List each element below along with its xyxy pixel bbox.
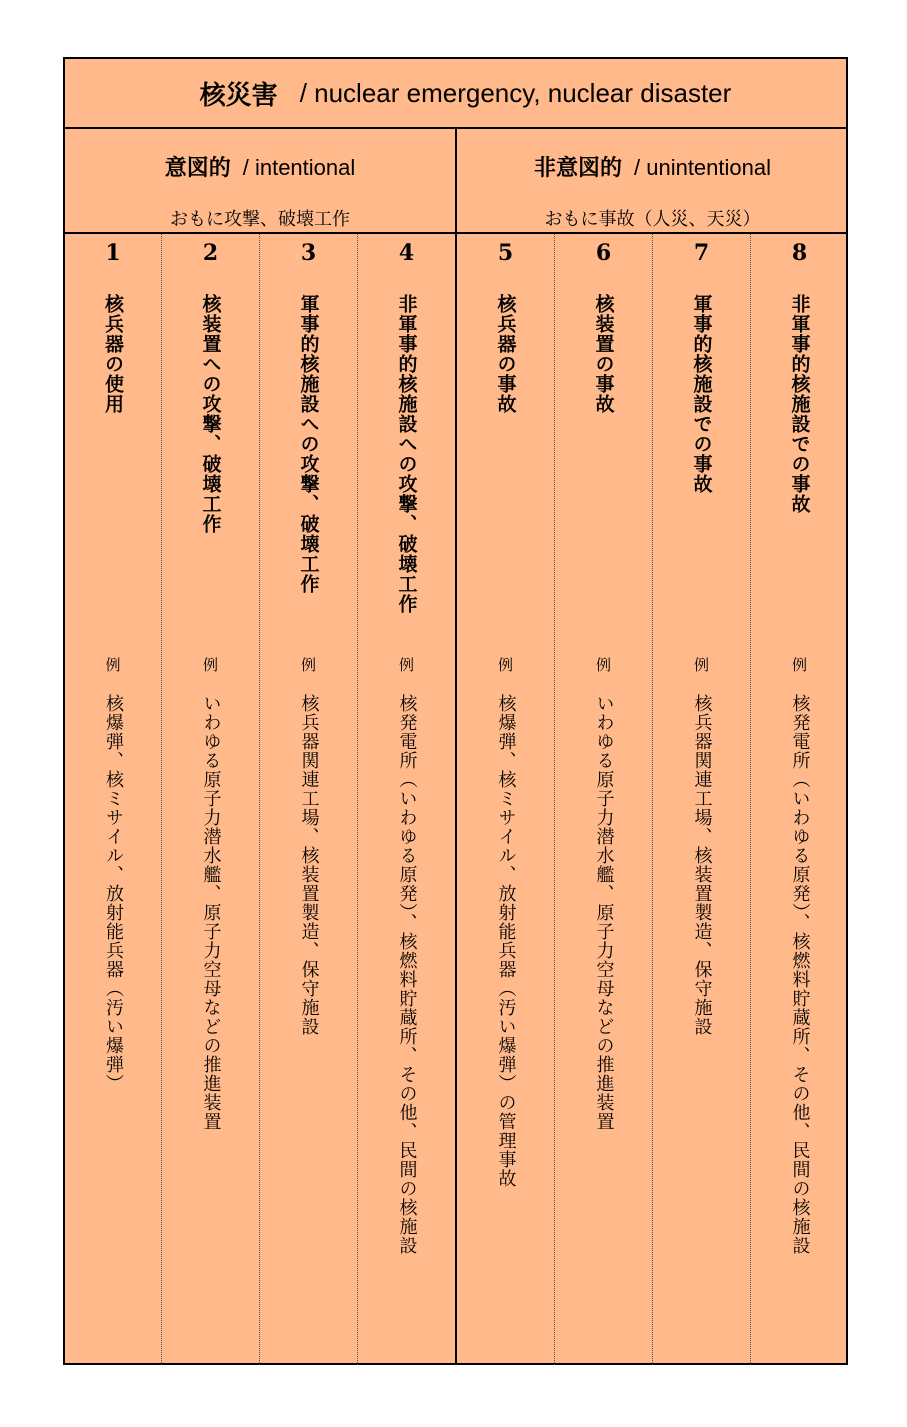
column-category: 軍事的核施設への攻撃、破壊工作 [297,294,320,594]
column-5 [457,234,555,1365]
column-6 [555,234,653,1365]
column-number: 2 [202,240,219,266]
column-4 [358,234,457,1365]
example-label: 例 [594,657,612,672]
column-example: 核兵器関連工場、核装置製造、保守施設 [691,694,713,1036]
column-number: 3 [300,240,317,266]
column-example: 核発電所（いわゆる原発）、核燃料貯蔵所、その他、民間の核施設 [396,694,418,1255]
column-category: 非軍事的核施設での事故 [788,294,811,514]
group-intentional-subtitle: おもに攻撃、破壊工作 [170,209,350,230]
column-number: 7 [693,240,710,266]
example-label: 例 [103,657,122,672]
column-category: 軍事的核施設での事故 [690,294,713,494]
column-8 [751,234,848,1365]
column-example: 核発電所（いわゆる原発）、核燃料貯蔵所、その他、民間の核施設 [789,694,811,1255]
group-intentional [65,129,457,232]
group-unintentional-title [457,151,848,182]
example-label: 例 [397,657,415,672]
column-example: 核爆弾、核ミサイル、放射能兵器（汚い爆弾） [103,694,124,1093]
group-unintentional-subtitle: おもに事故（人災、天災） [544,209,761,230]
column-category: 非軍事的核施設への攻撃、破壊工作 [395,294,418,614]
example-label: 例 [790,657,808,672]
column-number: 8 [791,240,808,266]
column-category: 核兵器の使用 [102,294,124,414]
column-number: 4 [398,240,415,266]
group-intentional-title [65,151,455,182]
title-jp: 核災害 [199,80,278,111]
example-label: 例 [299,657,317,672]
column-example: 核兵器関連工場、核装置製造、保守施設 [298,694,320,1036]
example-label: 例 [496,657,514,672]
column-1 [65,234,162,1365]
example-label: 例 [692,657,710,672]
column-3 [260,234,358,1365]
group-unintentional [457,129,848,232]
title-en: / nuclear emergency, nuclear disaster [299,77,732,108]
group-intentional-en: / intentional [242,155,356,180]
column-7 [653,234,751,1365]
group-unintentional-jp: 非意図的 [533,156,622,181]
column-number: 6 [595,240,612,266]
column-category: 核装置への攻撃、破壊工作 [199,294,222,534]
column-example: いわゆる原子力潜水艦、原子力空母などの推進装置 [200,694,222,1131]
column-category: 核装置の事故 [592,294,615,414]
group-unintentional-en: / unintentional [634,155,771,180]
nuclear-disaster-table [63,57,848,1365]
column-example: いわゆる原子力潜水艦、原子力空母などの推進装置 [593,694,615,1131]
column-number: 1 [105,240,121,266]
column-number: 5 [497,240,514,266]
example-label: 例 [201,657,219,672]
table-title [65,59,846,129]
column-example: 核爆弾、核ミサイル、放射能兵器（汚い爆弾）の管理事故 [495,694,517,1188]
column-category: 核兵器の事故 [494,294,517,414]
group-intentional-jp: 意図的 [164,156,231,181]
column-2 [162,234,260,1365]
